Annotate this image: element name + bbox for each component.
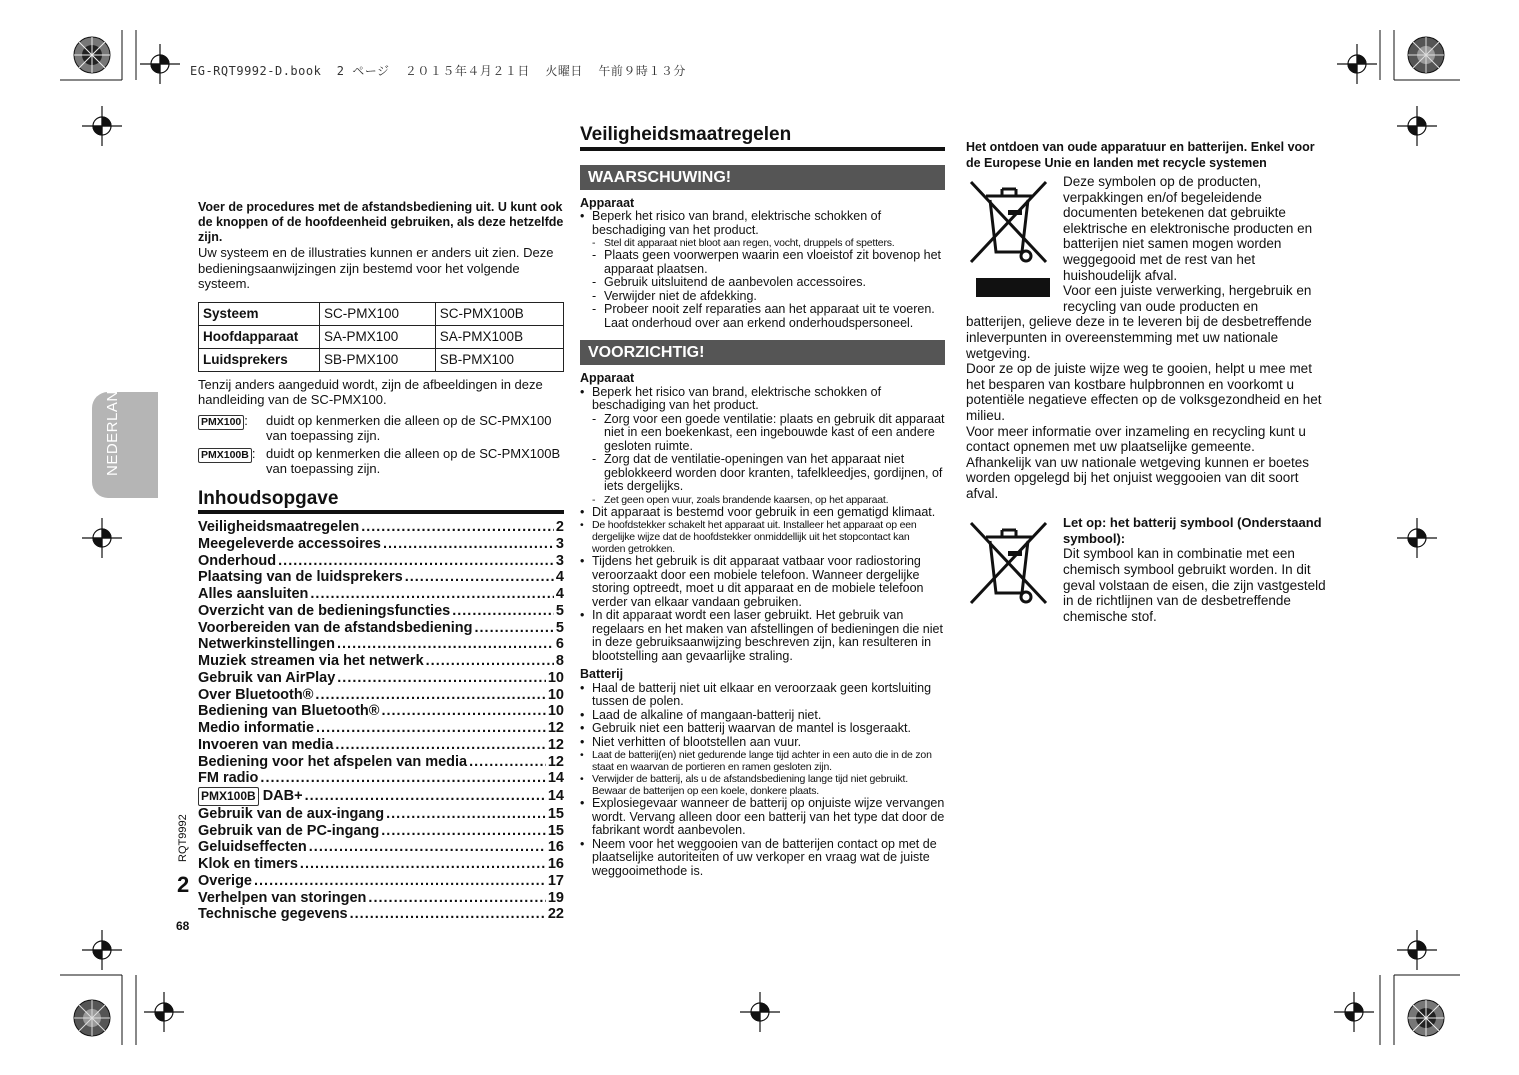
list-item — [580, 506, 945, 520]
sub-list-item — [580, 303, 945, 330]
list-item-text: Zet geen open vuur, zoals brandende kaarsen, op het apparaat. — [604, 493, 889, 506]
table-cell: Luidsprekers — [199, 348, 320, 371]
warning-bar: WAARSCHUWING! — [580, 165, 945, 190]
table-row — [199, 302, 564, 325]
disposal-text-1: Deze symbolen op de producten, verpakkingen en/of begeleidende documenten betekenen dat gebruikte elektrische en elektronische producten en batterijen niet samen mogen worden weggegooid met de rest van het huishoudelijk afval. — [1063, 174, 1313, 283]
toc-leader — [335, 737, 545, 754]
toc-leader — [426, 653, 554, 670]
list-item-text: Verwijder de batterij, als u de afstandsbediening lange tijd niet gebruikt. Bewaar de batterijen op een koele, donkere plaats. — [592, 773, 908, 797]
register-mark — [1334, 992, 1374, 1032]
toc-leader — [361, 519, 554, 536]
toc-entry — [198, 553, 564, 570]
table-cell: SA-PMX100B — [435, 325, 563, 348]
toc-entry-page: 22 — [547, 906, 564, 923]
toc-entry-label: Meegeleverde accessoires — [198, 535, 381, 552]
toc-leader — [260, 770, 545, 787]
toc-title: Inhoudsopgave — [198, 491, 564, 515]
toc-entry-label: Alles aansluiten — [198, 586, 309, 602]
after-table-text: Tenzij anders aangeduid wordt, zijn de afbeeldingen in deze handleiding van de SC-PMX100. — [198, 376, 543, 407]
sub-list-item — [580, 290, 945, 304]
register-mark — [144, 992, 184, 1032]
toc-entry — [198, 687, 564, 704]
register-mark — [1397, 518, 1437, 558]
model-tag: PMX100B — [198, 787, 259, 806]
table-cell: SB-PMX100 — [435, 348, 563, 371]
note-row — [198, 413, 564, 444]
list-marker: - — [592, 493, 596, 506]
toc-leader — [383, 536, 554, 553]
caution-bar: VOORZICHTIG! — [580, 340, 945, 365]
toc-entry-page: 16 — [547, 839, 564, 856]
list-marker: • — [580, 680, 585, 695]
disposal-text-2a: Voor een juiste verwerking, hergebruik en recycling van oude producten en — [1063, 283, 1312, 314]
toc-entry-label: Gebruik van de PC-ingang — [198, 822, 380, 839]
toc-entry-page: 10 — [547, 703, 564, 720]
crossed-bin-battery-icon — [966, 515, 1052, 615]
toc-entry-label: Verhelpen van storingen — [198, 889, 367, 906]
toc-entry-label: Plaatsing van de luidsprekers — [198, 569, 403, 586]
note-suffix: : — [251, 445, 256, 461]
toc-entry — [198, 873, 564, 890]
list-item-text: Niet verhitten of blootstellen aan vuur. — [592, 734, 802, 749]
toc-entry-label: Technische gegevens — [198, 906, 348, 923]
table-of-contents — [198, 519, 564, 923]
color-wheel-mark — [74, 37, 110, 73]
toc-entry-label: Gebruik van AirPlay — [198, 669, 336, 686]
list-marker: • — [580, 721, 585, 735]
list-marker: • — [580, 519, 584, 531]
toc-entry-page: 4 — [555, 586, 564, 602]
toc-leader — [310, 586, 554, 603]
toc-leader — [300, 856, 546, 873]
toc-entry-label: Muziek streamen via het netwerk — [198, 653, 424, 669]
language-tab-label: NEDERLANDS — [104, 368, 121, 476]
list-marker: - — [592, 411, 597, 426]
toc-leader — [469, 754, 546, 771]
book-header: EG-RQT9992-D.book 2 ページ ２０１５年４月２１日 火曜日 午前９時１３分 — [190, 64, 686, 78]
disposal-block — [966, 174, 1326, 314]
register-mark — [82, 518, 122, 558]
toc-entry-page: 12 — [547, 736, 564, 753]
toc-entry-label: Veiligheidsmaatregelen — [198, 519, 360, 535]
toc-entry — [198, 636, 564, 653]
toc-entry-page: 14 — [547, 788, 564, 804]
toc-entry-page: 5 — [555, 619, 564, 636]
list-item-text: In dit apparaat wordt een laser gebruikt. Het gebruik van regelaars en het maken van afstellingen of bedieningen die niet in deze gebruiksaanwijzing beschreven zijn, kan resulteren in blootstelling aan gevaarlijke straling. — [592, 608, 943, 663]
list-marker: • — [580, 773, 584, 785]
toc-entry-page: 10 — [547, 669, 564, 686]
intro-text: Uw systeem en de illustraties kunnen er anders uit zien. Deze bedieningsaanwijzingen zijn bestemd voor het volgende systeem. — [198, 245, 554, 291]
register-mark — [1397, 930, 1437, 970]
sub-list-item — [580, 453, 945, 494]
language-tab-label-wrap — [104, 368, 212, 498]
list-marker: - — [592, 288, 597, 303]
table-cell: Systeem — [199, 302, 320, 325]
toc-entry-page: 8 — [555, 653, 564, 669]
toc-entry — [198, 856, 564, 873]
toc-leader — [405, 569, 554, 586]
toc-entry-page: 10 — [547, 686, 564, 703]
toc-entry-page: 15 — [547, 805, 564, 822]
list-marker: • — [580, 734, 585, 749]
toc-entry — [198, 620, 564, 637]
toc-entry — [198, 737, 564, 754]
list-marker: - — [592, 237, 596, 249]
color-wheel-mark — [74, 1000, 110, 1036]
list-item — [580, 797, 945, 838]
toc-entry-page: 14 — [547, 770, 564, 787]
list-marker: - — [592, 302, 597, 316]
toc-entry — [198, 806, 564, 823]
list-marker: • — [580, 554, 585, 568]
table-cell: SA-PMX100 — [320, 325, 436, 348]
toc-leader — [474, 620, 553, 637]
toc-leader — [452, 603, 554, 620]
toc-entry — [198, 670, 564, 687]
sub-list-item — [580, 249, 945, 276]
toc-entry — [198, 569, 564, 586]
toc-entry-label: FM radio — [198, 770, 259, 787]
toc-entry-page: 3 — [555, 535, 564, 552]
color-wheel-mark — [1408, 37, 1444, 73]
list-item-text: Gebruik uitsluitend de aanbevolen accessoires. — [604, 275, 866, 289]
register-mark — [82, 930, 122, 970]
list-marker: • — [580, 836, 585, 851]
battery-symbol-text: Dit symbool kan in combinatie met een chemisch symbool gebruikt worden. In dit geval volstaan de eisen, die zijn vastgesteld in de richtlijnen van de desbetreffende chemische stof. — [1063, 546, 1326, 624]
list-marker: • — [580, 209, 585, 223]
list-item — [580, 210, 945, 237]
toc-entry-label: Over Bluetooth® — [198, 686, 314, 703]
toc-entry-page: 12 — [547, 753, 564, 770]
register-mark — [82, 106, 122, 146]
color-wheel-mark — [1408, 1000, 1444, 1036]
middle-column — [580, 124, 945, 878]
toc-leader — [368, 890, 545, 907]
safety-title: Veiligheidsmaatregelen — [580, 128, 945, 151]
note-text: duidt op kenmerken die alleen op de SC-PMX100 van toepassing zijn. — [266, 412, 552, 443]
list-item — [580, 555, 945, 609]
register-mark — [740, 992, 780, 1032]
list-item-text: Plaats geen voorwerpen waarin een vloeistof zit bovenop het apparaat plaatsen. — [604, 248, 942, 276]
doc-code: RQT9992 — [177, 814, 189, 862]
table-cell: SB-PMX100 — [320, 348, 436, 371]
list-marker: - — [592, 275, 597, 289]
list-item — [580, 838, 945, 879]
toc-leader — [337, 636, 554, 653]
list-item-text: Tijdens het gebruik is dit apparaat vatbaar voor radiostoring veroorzaakt door een mobiele telefoon. Wanneer dergelijke storing optreedt, moet u dit apparaat en de mobiele telefoon verder van elkaar vandaan gebruiken. — [592, 554, 924, 609]
toc-leader — [254, 873, 546, 890]
toc-entry-page: 12 — [547, 720, 564, 736]
toc-entry — [198, 823, 564, 840]
battery-list — [580, 682, 945, 879]
note-suffix: : — [244, 412, 248, 428]
list-item — [580, 709, 945, 723]
warning-sub: Apparaat — [580, 195, 635, 210]
toc-entry-label: Overzicht van de bedieningsfuncties — [198, 602, 451, 619]
list-item — [580, 386, 945, 413]
toc-entry-label: Invoeren van media — [198, 736, 334, 753]
toc-entry-page: 4 — [555, 569, 564, 586]
table-cell: Hoofdapparaat — [199, 325, 320, 348]
list-item-text: Laat de batterij(en) niet gedurende lange tijd achter in een auto die in de zon staat en waarvan de portieren en ramen gesloten zijn. — [592, 749, 932, 773]
list-item-text: Explosiegevaar wanneer de batterij op onjuiste wijze vervangen wordt. Vervang alleen door een batterij van het type dat door de fabrikant wordt aanbevolen. — [592, 796, 945, 837]
toc-leader — [278, 553, 554, 570]
list-item-text: Beperk het risico van brand, elektrische schokken of beschadiging van het product. — [592, 209, 882, 237]
toc-entry-page: 5 — [555, 602, 564, 619]
table-row — [199, 348, 564, 371]
toc-leader — [315, 687, 545, 704]
battery-symbol-heading: Let op: het batterij symbool (Onderstaand symbool): — [1063, 515, 1322, 546]
toc-entry — [198, 519, 564, 536]
list-item — [580, 722, 945, 736]
toc-entry-page: 19 — [547, 889, 564, 906]
battery-sub: Batterij — [580, 667, 624, 681]
toc-entry-label: Geluidseffecten — [198, 839, 307, 856]
toc-leader — [386, 806, 546, 823]
list-item-text: Gebruik niet een batterij waarvan de mantel is losgeraakt. — [592, 721, 911, 735]
right-column — [966, 140, 1326, 624]
disposal-text-4: Voor meer informatie over inzameling en recycling kunt u contact opnemen met uw plaatselijke gemeente. — [966, 423, 1306, 455]
list-item — [580, 609, 945, 663]
list-item — [580, 749, 945, 773]
list-item-text: Probeer nooit zelf reparaties aan het apparaat uit te voeren. Laat onderhoud over aan erkend onderhoudspersoneel. — [604, 302, 935, 330]
toc-leader — [337, 670, 546, 687]
toc-entry — [198, 720, 564, 737]
toc-entry — [198, 906, 564, 923]
toc-entry-label: Bediening van Bluetooth® — [198, 703, 380, 720]
note-text: duidt op kenmerken die alleen op de SC-PMX100B van toepassing zijn. — [266, 445, 561, 476]
table-cell: SC-PMX100B — [435, 302, 563, 325]
list-marker: • — [580, 796, 585, 810]
intro-bold: Voer de procedures met de afstandsbediening uit. U kunt ook de knoppen of de hoofdeenheid gebruiken, als deze hetzelfde zijn. — [198, 200, 564, 244]
list-item-text: Laad de alkaline of mangaan-batterij niet. — [592, 707, 822, 722]
list-item — [580, 736, 945, 750]
toc-entry-label: Overige — [198, 872, 252, 889]
list-marker: • — [580, 749, 584, 761]
list-marker: • — [580, 707, 585, 722]
toc-entry — [198, 703, 564, 720]
disposal-text-5: Afhankelijk van uw nationale wetgeving kunnen er boetes worden opgelegd bij het onjuist weggooien van dit soort afval. — [966, 454, 1309, 501]
left-column — [198, 200, 564, 923]
toc-leader — [350, 906, 546, 923]
toc-entry — [198, 890, 564, 907]
sub-list-item — [580, 276, 945, 290]
crossed-bin-icon — [966, 174, 1052, 304]
list-item-text: De hoofdstekker schakelt het apparaat uit. Installeer het apparaat op een dergelijke wijze dat de hoofdstekker onmiddellijk uit het stopcontact kan worden getrokken. — [592, 519, 917, 555]
disposal-text-2b: batterijen, gelieve deze in te leveren bij de desbetreffende inleverpunten in overeenstemming met uw nationale wetgeving. — [966, 314, 1312, 361]
toc-entry-page: 2 — [555, 519, 564, 535]
toc-entry — [198, 754, 564, 771]
toc-leader — [381, 703, 545, 720]
toc-entry — [198, 653, 564, 670]
page-number-sub: 68 — [176, 919, 190, 933]
list-marker: - — [592, 452, 597, 466]
list-marker: • — [580, 504, 585, 519]
toc-entry — [198, 586, 564, 603]
table-cell: SC-PMX100 — [320, 302, 436, 325]
list-item — [580, 773, 945, 797]
toc-entry — [198, 839, 564, 856]
register-mark — [1337, 44, 1377, 84]
register-mark — [1397, 106, 1437, 146]
battery-symbol-block — [966, 515, 1326, 624]
toc-leader — [309, 839, 546, 856]
toc-entry-page: 17 — [547, 872, 564, 889]
list-item-text: Stel dit apparaat niet bloot aan regen, vocht, druppels of spetters. — [604, 237, 895, 249]
caution-list — [580, 386, 945, 664]
toc-entry-label: Gebruik van de aux-ingang — [198, 805, 385, 822]
toc-entry-label: Voorbereiden van de afstandsbediening — [198, 619, 473, 636]
toc-leader — [381, 823, 546, 840]
caution-sub: Apparaat — [580, 371, 635, 385]
list-marker: - — [592, 248, 597, 262]
toc-entry-page: 3 — [555, 552, 564, 569]
toc-entry-page: 6 — [555, 636, 564, 653]
toc-entry-label: Onderhoud — [198, 552, 277, 569]
note-row — [198, 446, 564, 477]
list-item-text: Neem voor het weggooien van de batterijen contact op met de plaatselijke autoriteiten of uw verkoper en vraag wat de juiste weggooimethode is. — [592, 836, 937, 878]
list-item-text: Zorg dat de ventilatie-openingen van het apparaat niet geblokkeerd worden door kranten, tafelkleedjes, gordijnen, of iets dergelijks. — [604, 452, 943, 493]
toc-entry-label: Netwerkinstellingen — [198, 636, 335, 653]
disposal-heading: Het ontdoen van oude apparatuur en batterijen. Enkel voor de Europese Unie en landen met recycle systemen — [966, 140, 1315, 170]
list-marker: • — [580, 608, 585, 622]
model-tag: PMX100 — [198, 415, 244, 430]
toc-entry — [198, 787, 564, 806]
list-item-text: Zorg voor een goede ventilatie: plaats en gebruik dit apparaat niet in een boekenkast, een ingebouwde kast of een andere gesloten ruimte. — [604, 411, 945, 453]
table-row — [199, 325, 564, 348]
toc-entry-page: 16 — [547, 856, 564, 872]
toc-entry-label: Medio informatie — [198, 720, 315, 736]
list-marker: • — [580, 384, 585, 399]
toc-entry — [198, 603, 564, 620]
list-item-text: Verwijder niet de afdekking. — [604, 288, 757, 303]
toc-entry — [198, 536, 564, 553]
list-item — [580, 682, 945, 709]
system-table — [198, 302, 564, 372]
sub-list-item — [580, 413, 945, 454]
toc-entry-label: DAB+ — [262, 788, 303, 804]
toc-entry-page: 15 — [547, 822, 564, 839]
list-item-text: Dit apparaat is bestemd voor gebruik in een gematigd klimaat. — [592, 504, 936, 519]
list-item-text: Haal de batterij niet uit elkaar en veroorzaak geen kortsluiting tussen de polen. — [592, 680, 932, 708]
page-number: 2 — [177, 872, 190, 897]
model-tag: PMX100B — [198, 448, 252, 463]
sub-list-item — [580, 494, 945, 506]
disposal-text-3: Door ze op de juiste wijze weg te gooien, helpt u mee met het besparen van kostbare hulpbronnen en voorkomt u potentiële negatieve effecten op de volksgezondheid en het milieu. — [966, 361, 1322, 423]
toc-leader — [316, 720, 546, 737]
list-item — [580, 519, 945, 555]
toc-leader — [305, 788, 546, 805]
toc-entry-label: Bediening voor het afspelen van media — [198, 753, 468, 770]
toc-entry-label: Klok en timers — [198, 856, 298, 872]
warning-list — [580, 210, 945, 330]
toc-entry — [198, 770, 564, 787]
register-mark — [140, 44, 180, 84]
list-item-text: Beperk het risico van brand, elektrische schokken of beschadiging van het product. — [592, 384, 882, 412]
